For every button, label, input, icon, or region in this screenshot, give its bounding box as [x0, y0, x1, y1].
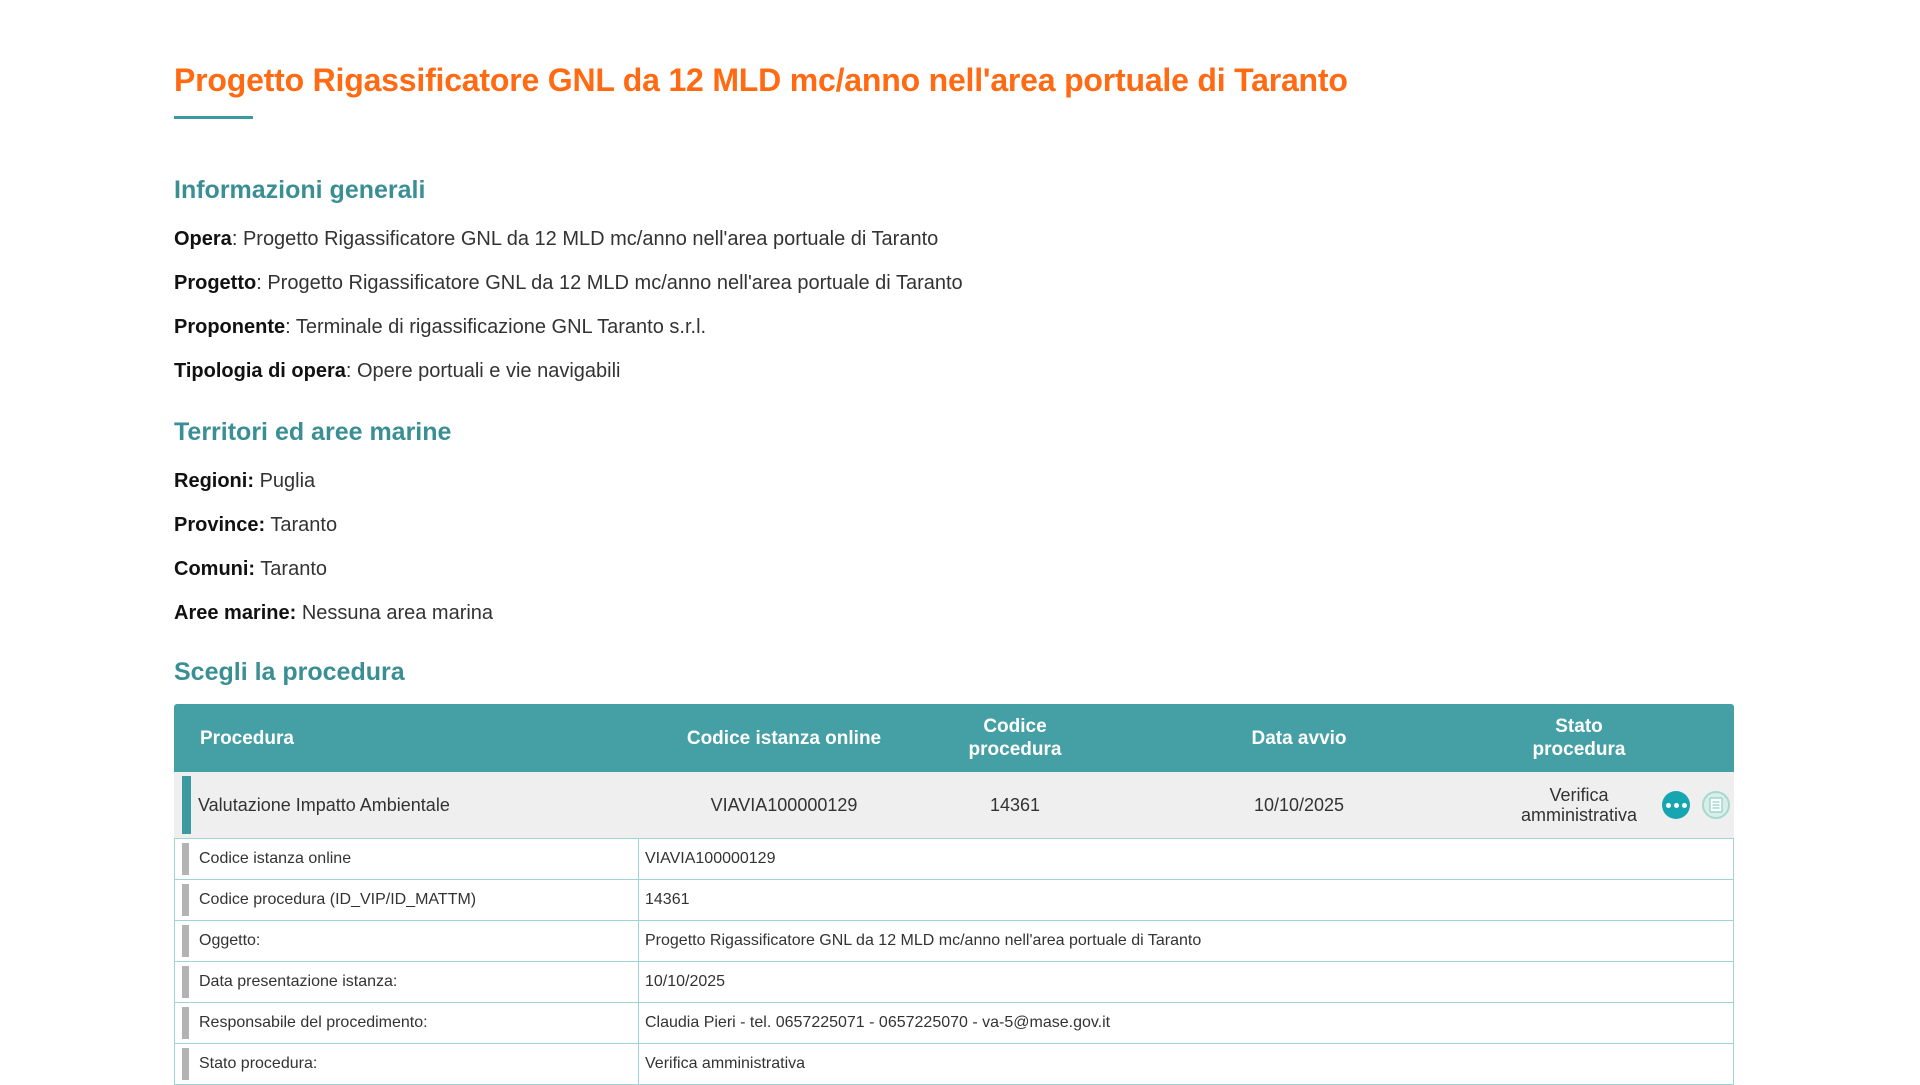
info-label: Regioni:: [174, 470, 254, 492]
detail-value: VIAVIA100000129: [639, 839, 1734, 880]
row-data-avvio: 10/10/2025: [1253, 795, 1345, 815]
info-row-province: [174, 514, 337, 537]
header-stato: Stato procedura: [1532, 716, 1626, 760]
procedure-row[interactable]: [174, 772, 1734, 838]
detail-bar: [182, 1007, 189, 1039]
row-accent-bar: [182, 776, 191, 834]
info-row-opera: [174, 228, 938, 251]
page-title: Progetto Rigassificatore GNL da 12 MLD mc/anno nell'area portuale di Taranto: [174, 62, 1348, 98]
info-label: Comuni:: [174, 558, 256, 580]
info-value: Nessuna area marina: [301, 602, 494, 624]
info-value: Progetto Rigassificatore GNL da 12 MLD mc/anno nell'area portuale di Taranto: [267, 272, 963, 294]
detail-row: [175, 921, 1734, 962]
detail-key-cell: [175, 880, 639, 921]
detail-key: Data presentazione istanza:: [199, 973, 398, 990]
detail-key: Responsabile del procedimento:: [199, 1014, 428, 1031]
info-separator: :: [345, 360, 357, 382]
info-separator: :: [256, 272, 268, 294]
info-label: Tipologia di opera: [174, 360, 346, 382]
detail-key-cell: [175, 1044, 639, 1085]
detail-row: [175, 880, 1734, 921]
detail-key: Codice procedura (ID_VIP/ID_MATTM): [199, 891, 477, 908]
header-codice-istanza: Codice istanza online: [686, 727, 882, 749]
header-codice-procedura: Codice procedura: [968, 716, 1062, 760]
info-label: Proponente: [174, 316, 286, 338]
detail-key-cell: [175, 839, 639, 880]
header-procedura: Procedura: [200, 727, 294, 749]
detail-key: Stato procedura:: [199, 1055, 318, 1072]
detail-key-cell: [175, 1003, 639, 1044]
info-row-regioni: [174, 470, 315, 493]
info-value: Puglia: [259, 470, 316, 492]
detail-row: [175, 962, 1734, 1003]
detail-key-cell: [175, 962, 639, 1003]
detail-bar: [182, 843, 189, 875]
detail-key: Codice istanza online: [199, 850, 352, 867]
detail-key-cell: [175, 921, 639, 962]
detail-bar: [182, 966, 189, 998]
detail-row: [175, 1003, 1734, 1044]
general-info-heading: Informazioni generali: [174, 176, 426, 204]
detail-bar: [182, 1048, 189, 1080]
procedure-table-header: [174, 704, 1734, 772]
info-label: Aree marine:: [174, 602, 297, 624]
detail-value: 14361: [639, 880, 1734, 921]
detail-value: Claudia Pieri - tel. 0657225071 - 0657225070 - va-5@mase.gov.it: [639, 1003, 1734, 1044]
row-codice-procedura: 14361: [989, 795, 1041, 815]
detail-bar: [182, 925, 189, 957]
info-row-tipologia: [174, 360, 621, 383]
info-value: Terminale di rigassificazione GNL Taranto s.r.l.: [295, 316, 707, 338]
detail-row: [175, 839, 1734, 880]
procedure-heading: Scegli la procedura: [174, 658, 405, 686]
detail-row: [175, 1044, 1734, 1085]
info-label: Opera: [174, 228, 232, 250]
row-codice-istanza: VIAVIA100000129: [710, 795, 858, 815]
info-value: Opere portuali e vie navigabili: [357, 360, 621, 382]
info-row-progetto: [174, 272, 963, 295]
info-value: Taranto: [270, 514, 338, 536]
procedure-details-table: [174, 838, 1734, 1085]
info-label: Progetto: [174, 272, 257, 294]
title-underline: [174, 116, 253, 119]
detail-bar: [182, 884, 189, 916]
detail-value: Progetto Rigassificatore GNL da 12 MLD mc/anno nell'area portuale di Taranto: [639, 921, 1734, 962]
territories-heading: Territori ed aree marine: [174, 418, 452, 446]
document-icon[interactable]: [1702, 791, 1730, 819]
detail-key: Oggetto:: [199, 932, 261, 949]
detail-value: Verifica amministrativa: [639, 1044, 1734, 1085]
more-options-icon[interactable]: [1662, 791, 1690, 819]
procedure-table: [174, 704, 1734, 1085]
info-value: Progetto Rigassificatore GNL da 12 MLD mc/anno nell'area portuale di Taranto: [242, 228, 939, 250]
header-data-avvio: Data avvio: [1251, 727, 1347, 749]
info-label: Province:: [174, 514, 266, 536]
row-stato: Verifica amministrativa: [1520, 785, 1638, 825]
info-row-comuni: [174, 558, 327, 581]
info-row-proponente: [174, 316, 706, 339]
info-row-aree-marine: [174, 602, 493, 625]
detail-value: 10/10/2025: [639, 962, 1734, 1003]
row-procedura: Valutazione Impatto Ambientale: [198, 795, 450, 815]
info-value: Taranto: [260, 558, 328, 580]
info-separator: :: [231, 228, 243, 250]
info-separator: :: [285, 316, 296, 338]
